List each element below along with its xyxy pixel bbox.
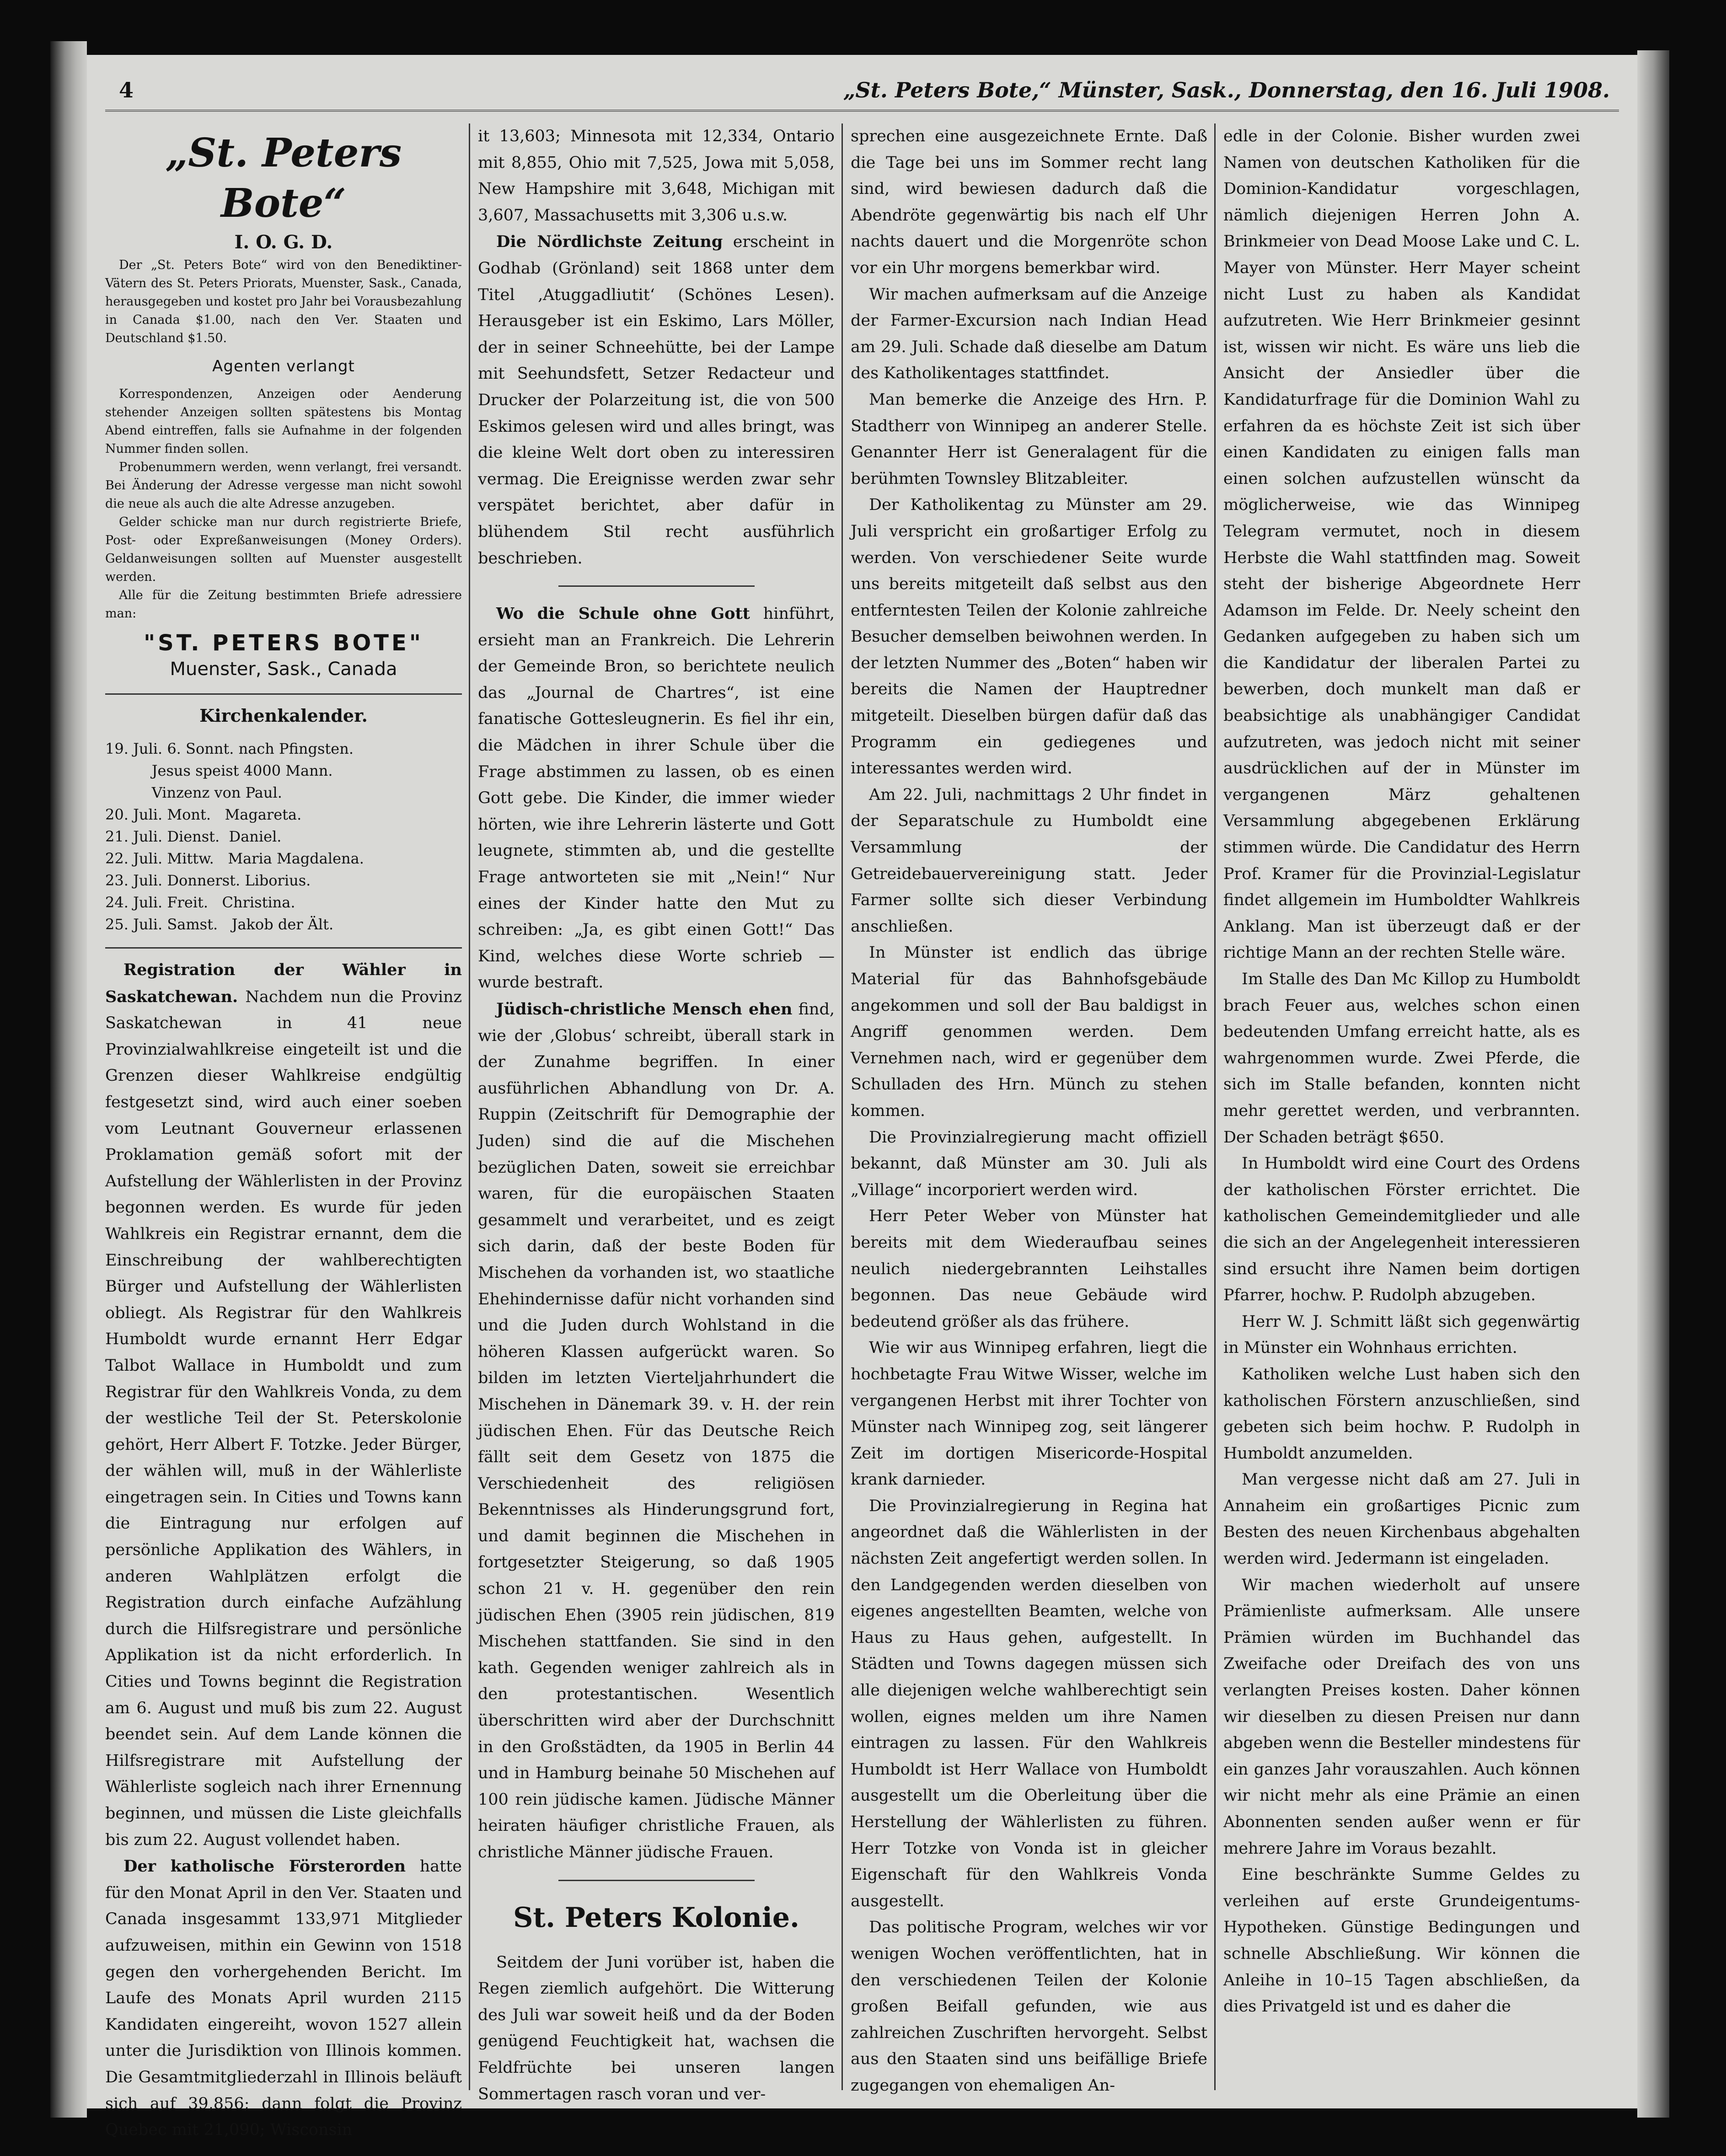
article-foresters xyxy=(105,1853,462,2144)
address-block xyxy=(105,629,462,681)
masthead-motto: I. O. G. D. xyxy=(234,231,333,253)
newspaper-page xyxy=(87,55,1637,2140)
news-item: Wie wir aus Winnipeg erfahren, liegt die hochbetagte Frau Witwe Wisser, welche im vergangenen Herbst mit ihrer Tochter von Münster nach Winnipeg zog, seit längerer Zeit im dortigen Misericorde-Hospital krank darnieder. xyxy=(851,1339,1207,1489)
news-item: Die Provinzialregierung macht offiziell bekannt, daß Münster am 30. Juli als „Village“ incorporiert werden wird. xyxy=(851,1128,1207,1199)
news-item: Man bemerke die Anzeige des Hrn. P. Stadtherr von Winnipeg an anderer Stelle. Genannter Herr ist Generalagent für die berühmten Townsley Blitzableiter. xyxy=(851,390,1207,488)
divider xyxy=(558,1880,755,1881)
news-item: In Münster ist endlich das übrige Material für das Bahnhofsgebäude angekommen und soll der Bau baldigst in Angriff genommen werden. Dem Vernehmen nach, wird er gegenüber dem Schulladen des Hrn. Münch zu stehen kommen. xyxy=(851,944,1207,1120)
news-item: Herr W. J. Schmitt läßt sich gegenwärtig in Münster ein Wohnhaus errichten. xyxy=(1223,1312,1580,1357)
note-2: Probenummern werden, wenn verlangt, frei versandt. Bei Änderung der Adresse vergesse man nicht sowohl die neue als auch die alte Adresse anzugeben. xyxy=(105,460,462,511)
news-item: Die Provinzialregierung in Regina hat angeordnet daß die Wählerlisten in der nächsten Zeit angefertigt werden sollen. In den Landgegenden werden dieselben von eigenes angestellten Beamten, welche von Haus zu Haus gehen, aufgestellt. In Städten und Towns dagegen müssen sich alle diejenigen welche wahlberechtigt sein wollen, eignes melden um ihre Namen eintragen zu lassen. Für den Wahlkreis Humboldt ist Herr Wallace von Humboldt ausgestellt um die Oberleitung über die Herstellung der Wählerlisten zu führen. Herr Totzke von Vonda ist in gleicher Eigenschaft für den Wahlkreis Vonda ausgestellt. xyxy=(851,1496,1207,1910)
agents-wanted: Agenten verlangt xyxy=(212,357,355,375)
address-line-1: "ST. PETERS BOTE" xyxy=(144,630,423,656)
masthead-title: „St. Peters Bote“ xyxy=(165,130,402,226)
church-calendar xyxy=(105,738,462,935)
divider xyxy=(105,693,462,695)
news-item: Der Katholikentag zu Münster am 29. Juli verspricht ein großartiger Erfolg zu werden. Von verschiedener Seite wurde uns bereits mitgeteilt daß selbst aus den entferntesten Teilen der Kolonie zahlreiche Besucher demselben beiwohnen werden. In der letzten Nummer des „Boten“ haben wir bereits die Namen der Hauptredner mitgeteilt. Dieselben bürgen dafür daß das Programm ein gediegenes und interessantes werden wird. xyxy=(851,496,1207,778)
column-4 xyxy=(1223,123,1580,2090)
book-binding xyxy=(50,41,87,2118)
page-edge xyxy=(1637,50,1669,2118)
article-continuation: edle in der Colonie. Bisher wurden zwei Namen von deutschen Katholiken für die Dominion-Kandidatur vorgeschlagen, nämlich diejenigen Herren John A. Brinkmeier von Dead Moose Lake und C. L. Mayer von Münster. Herr Mayer scheint nicht Lust zu haben als Kandidat aufzutreten. Wie Herr Brinkmeier gesinnt ist, wissen wir nicht. Es wäre uns lieb die Ansicht der Ansiedler über die Kandidaturfrage für die Dominion Wahl zu erfahren da es höchste Zeit ist sich über einen Kandidaten zu einigen falls man einen solchen aufzustellen wünscht da möglicherweise, wie das Winnipeg Telegram vermutet, noch in diesem Herbste die Wahl stattfinden mag. Soweit steht der bisherige Abgeordnete Herr Adamson im Felde. Dr. Neely scheint den Gedanken aufgegeben zu haben sich um die Kandidatur der liberalen Partei zu bewerben, doch munkelt man daß er beabsichtige als unabhängiger Candidat aufzutreten, was jedoch nicht mit seiner ausdrücklichen auf der in Münster im vergangenen März gehaltenen Versammlung abgegebenen Erklärung stimmen würde. Die Candidatur des Herrn Prof. Kramer für die Provinzial-Legislatur findet allgemein im Humboldter Wahlkreis Anklang. Man ist überzeugt daß er der richtige Mann an der rechten Stelle wäre. xyxy=(1223,127,1580,962)
article-continuation: it 13,603; Minnesota mit 12,334, Ontario mit 8,855, Ohio mit 7,525, Jowa mit 5,058, New Hampshire mit 3,648, Michigan mit 3,607, Massachusetts mit 3,306 u.s.w. xyxy=(478,127,835,225)
news-item: Herr Peter Weber von Münster hat bereits mit dem Wiederaufbau seines neulich niedergebrannten Leihstalles begonnen. Das neue Gebäude wird bedeutend größer als das frühere. xyxy=(851,1207,1207,1331)
note-4: Alle für die Zeitung bestimmten Briefe adressiere man: xyxy=(105,588,462,621)
calendar-row: 19. Juli. 6. Sonnt. nach Pfingsten. xyxy=(105,740,354,757)
article-colony-weather: Seitdem der Juni vorüber ist, haben die Regen ziemlich aufgehört. Die Witterung des Juli war soweit heiß und da der Boden genügend Feuchtigkeit hat, wachsen die Feldfrüchte bei unseren langen Sommertagen rasch voran und ver- xyxy=(478,1953,835,2103)
article-text: hatte für den Monat April in den Ver. Staaten und Canada insgesammt 133,971 Mitglieder aufzuweisen, mithin ein Gewinn von 1518 gegen den vorhergehenden Bericht. Im Laufe des Monats April wurden 2115 Kandidaten eingereiht, wovon 1527 allein unter die Jurisdiktion von Illinois kommen. Die Gesamtmitgliederzahl in Illinois beläuft sich auf 39,856; dann folgt die Provinz Quebec mit 21,090; Wisconsin xyxy=(105,1857,462,2140)
column-rule xyxy=(842,123,843,2090)
column-1 xyxy=(105,123,462,2140)
article-text: find, wie der ‚Globus‘ schreibt, überall stark in der Zunahme begriffen. In einer ausführlichen Abhandlung von Dr. A. Ruppin (Zeitschrift für Demographie der Juden) sind die auf die Mischehen bezüglichen Daten, soweit sie erreichbar waren, für die europäischen Staaten gesammelt und verarbeitet, und es zeigt sich darin, daß der beste Boden für Mischehen da vorhanden ist, wo staatliche Ehehindernisse dafür nicht vorhanden sind und die Juden durch Wohlstand in die höheren Klassen aufgerückt waren. So bilden im letzten Vierteljahrhundert die Mischehen in Dänemark 39. v. H. der rein jüdischen Ehen. Für das Deutsche Reich fällt seit dem Gesetz von 1875 die Verschiedenheit des religiösen Bekenntnisses als Hinderungsgrund fort, und damit beginnen die Mischehen in fortgesetzter Steigerung, so daß 1905 schon 21 v. H. gegenüber den rein jüdischen Ehen (3905 rein jüdischen, 819 Mischehen stattfanden. Sie sind in den kath. Gegenden weniger zahlreich als in den protestantischen. Wesentlich überschritten wird aber der Durchschnitt in den Großstädten, da 1905 in Berlin 44 und in Hamburg beinahe 50 Mischehen auf 100 rein jüdische kamen. Jüdische Männer heiraten häufiger christliche Frauen, als christliche Männer jüdische Frauen. xyxy=(478,1000,835,1861)
note-1: Korrespondenzen, Anzeigen oder Aenderung stehender Anzeigen sollten spätestens bis Montag Abend eintreffen, falls sie Aufnahme in der folgenden Nummer finden sollen. xyxy=(105,387,462,456)
article-lead: Registration der Wähler in Saskatchewan. xyxy=(105,960,462,1006)
news-item: In Humboldt wird eine Court des Ordens der katholischen Förster errichtet. Die katholischen Gemeindemitglieder und alle die sich an der Angelegenheit interessieren sind ersucht ihre Namen beim dortigen Pfarrer, hochw. P. Rudolph abzugeben. xyxy=(1223,1154,1580,1305)
calendar-row: 22. Juli. Mittw. Maria Magdalena. xyxy=(105,850,364,867)
divider xyxy=(105,947,462,949)
page-header xyxy=(105,73,1619,112)
article-continuation: sprechen eine ausgezeichnete Ernte. Daß die Tage bei uns im Sommer recht lang sind, wird bewiesen dadurch daß die Abendröte gegenwärtig bis nach elf Uhr nachts dauert und die Morgenröte schon vor ein Uhr morgens bemerkbar wird. xyxy=(851,127,1207,277)
article-mixed-marriages xyxy=(478,996,835,1866)
calendar-row: 23. Juli. Donnerst. Liborius. xyxy=(105,872,311,889)
masthead-info: Der „St. Peters Bote“ wird von den Benediktiner-Vätern des St. Peters Priorats, Muenster, Sask., Canada, herausgegeben und kostet pro Jahr bei Vorausbezahlung in Canada $1.00, nach den Ver. Staaten und Deutschland $1.50. xyxy=(105,258,462,345)
news-item: Eine beschränkte Summe Geldes zu verleihen auf erste Grundeigentums-Hypotheken. Günstige Bedingungen und schnelle Abschließung. Wir können die Anleihe in 10–15 Tagen abschließen, da dies Privatgeld ist und es daher die xyxy=(1223,1866,1580,2016)
note-3: Gelder schicke man nur durch registrierte Briefe, Post- oder Expreßanweisungen (Money Orders). Geldanweisungen sollten auf Muenster ausgestellt werden. xyxy=(105,515,462,584)
calendar-row: Vinzenz von Paul. xyxy=(105,784,282,801)
article-text: erscheint in Godhab (Grönland) seit 1868 unter dem Titel ‚Atuggadliutit‘ (Schönes Lesen). Herausgeber ist ein Eskimo, Lars Möller, der in seiner Schneehütte, bei der Lampe mit Seehundsfett, Setzer Redacteur und Drucker der Polarzeitung ist, die von 500 Eskimos gelesen wird und alles bringt, was die kleine Welt dort oben zu interessiren vermag. Die Ereignisse werden zwar sehr verspätet berichtet, aber dafür in blühendem Stil recht ausführlich beschrieben. xyxy=(478,233,835,568)
article-text: Nachdem nun die Provinz Saskatchewan in 41 neue Provinzialwahlkreise eingeteilt ist und die Grenzen dieser Wahlkreise endgültig festgesetzt sind, wird auch einer soeben vom Leutnant Gouverneur erlassenen Proklamation gemäß sofort mit der Aufstellung der Wählerlisten in der Provinz begonnen werden. Es wurde für jeden Wahlkreis ein Registrar ernannt, dem die Einschreibung der wahlberechtigten Bürger und Aufstellung der Wählerlisten obliegt. Als Registrar für den Wahlkreis Humboldt wurde ernannt Herr Edgar Talbot Wallace in Humboldt und zum Registrar für den Wahlkreis Vonda, zu dem der westliche Teil der St. Peterskolonie gehört, Herr Albert F. Totzke. Jeder Bürger, der wählen will, muß in der Wählerliste eingetragen sein. In Cities und Towns kann die Eintragung nur erfolgen auf persönliche Applikation des Wählers, in anderen Wahlplätzen erfolgt die Registration durch einfache Aufzählung durch die Hilfsregistrare und persönliche Applikation ist da nicht erforderlich. In Cities und Towns beginnt die Registration am 6. August und muß bis zum 22. August beendet sein. Auf dem Lande können die Hilfsregistrare mit Aufstellung der Wählerliste sogleich nach ihrer Ernennung beginnen, und müssen die Liste gleichfalls bis zum 22. August vollendet haben. xyxy=(105,987,462,1849)
article-registration xyxy=(105,957,462,1853)
news-item: Das politische Program, welches wir vor wenigen Wochen veröffentlichten, hat in den verschiedenen Teilen der Kolonie großen Beifall gefunden, wie aus zahlreichen Zuschriften hervorgeht. Selbst aus den Staaten sind uns beifällige Briefe zugegangen von ehemaligen An- xyxy=(851,1918,1207,2095)
calendar-title: Kirchenkalender. xyxy=(199,705,368,726)
calendar-row: Jesus speist 4000 Mann. xyxy=(105,762,333,779)
article-lead: Der katholische Försterorden xyxy=(123,1857,406,1876)
section-title: St. Peters Kolonie. xyxy=(513,1901,799,1934)
article-school xyxy=(478,601,835,996)
news-item: Wir machen aufmerksam auf die Anzeige der Farmer-Excursion nach Indian Head am 29. Juli. Schade daß dieselbe am Datum des Katholikentages stattfindet. xyxy=(851,285,1207,383)
news-item: Am 22. Juli, nachmittags 2 Uhr findet in der Separatschule zu Humboldt eine Versammlung der Getreidebauervereinigung statt. Jeder Farmer sollte sich dieser Verbindung anschließen. xyxy=(851,785,1207,936)
calendar-row: 20. Juli. Mont. Magareta. xyxy=(105,806,302,823)
divider xyxy=(558,585,755,587)
news-item: Wir machen wiederholt auf unsere Prämienliste aufmerksam. Alle unsere Prämien würden im Buchhandel das Zweifache oder Dreifach des von uns verlangten Preises kosten. Daher können wir dieselben zu diesen Preisen nur dann abgeben wenn die Besteller mindestens für ein ganzes Jahr vorauszahlen. Auch können wir nicht mehr als eine Prämie an einen Abonnenten senden außer wenn er für mehrere Jahre im Voraus bezahlt. xyxy=(1223,1576,1580,1858)
news-item: Im Stalle des Dan Mc Killop zu Humboldt brach Feuer aus, welches schon einen bedeutenden Umfang erreicht hatte, als es wahrgenommen wurde. Zwei Pferde, die sich im Stalle befanden, konnten nicht mehr gerettet werden, und verbrannten. Der Schaden beträgt $650. xyxy=(1223,970,1580,1147)
column-rule xyxy=(469,123,470,2090)
news-item: Katholiken welche Lust haben sich den katholischen Förstern anzuschließen, sind gebeten sich beim hochw. P. Rudolph in Humboldt anzumelden. xyxy=(1223,1365,1580,1463)
calendar-row: 24. Juli. Freit. Christina. xyxy=(105,894,295,911)
address-line-2: Muenster, Sask., Canada xyxy=(170,659,397,680)
article-northern-newspaper xyxy=(478,229,835,572)
column-2 xyxy=(478,123,835,2103)
column-rule xyxy=(1214,123,1216,2090)
calendar-row: 21. Juli. Dienst. Daniel. xyxy=(105,828,282,845)
column-3 xyxy=(851,123,1207,2095)
running-head: „St. Peters Bote,“ Münster, Sask., Donnerstag, den 16. Juli 1908. xyxy=(843,78,1610,102)
calendar-row: 25. Juli. Samst. Jakob der Ält. xyxy=(105,916,334,933)
article-lead: Die Nördlichste Zeitung xyxy=(496,232,723,252)
article-text: hinführt, ersieht man an Frankreich. Die Lehrerin der Gemeinde Bron, so berichtete neulich das „Journal de Chartres“, ist eine fanatische Gottesleugnerin. Es fiel ihr ein, die Mädchen in ihrer Schule über die Frage abstimmen zu lassen, ob es einen Gott gebe. Die Kinder, die immer wieder hörten, wie ihre Lehrerin lästerte und Gott leugnete, stimmten ab, und die gestellte Frage antworteten sie mit „Nein!“ Nur eines der Kinder hatte den Mut zu schreiben: „Ja, es gibt einen Gott!“ Das Kind, welches diese Worte schrieb — wurde bestraft. xyxy=(478,605,835,992)
article-lead: Wo die Schule ohne Gott xyxy=(496,604,750,623)
page-number: 4 xyxy=(119,78,134,102)
news-item: Man vergesse nicht daß am 27. Juli in Annaheim ein großartiges Picnic zum Besten des neuen Kirchenbaus abgehalten werden wird. Jedermann ist eingeladen. xyxy=(1223,1470,1580,1568)
article-lead: Jüdisch-christliche Mensch ehen xyxy=(496,1000,793,1019)
masthead-info-block xyxy=(105,256,462,623)
